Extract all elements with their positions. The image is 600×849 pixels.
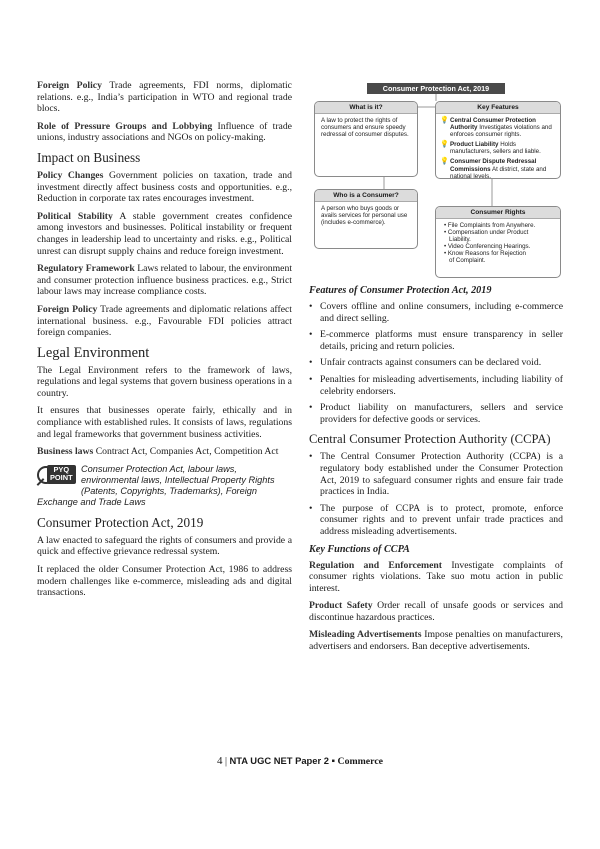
heading-ccpa: Central Consumer Protection Authority (CCPA)	[309, 432, 551, 447]
page-footer	[0, 755, 600, 767]
heading-features-cpa: Features of Consumer Protection Act, 2019	[309, 285, 492, 296]
paragraph-regulation-enforcement: Regulation and Enforcement Investigate complaints of consumer rights violations. Take suo motu action in public interest.	[309, 559, 563, 594]
list-item: • Penalties for misleading advertisements, including liability of celebrity endorsers.	[309, 374, 563, 397]
paragraph-policy-changes: Policy Changes Government policies on taxation, trade and investment directly affect business costs and opportunities. e.g., Reduction in corporate tax rates encourages investment.	[37, 169, 292, 205]
list-item: • Product liability on manufacturers, sellers and service providers for defective goods or services.	[309, 402, 563, 425]
consumer-protection-diagram	[312, 83, 562, 279]
paragraph-legal-definition: The Legal Environment refers to the framework of laws, regulations and legal systems that govern business operations in a country.	[37, 364, 292, 399]
paragraph-foreign-policy: Foreign Policy Trade agreements, FDI norms, diplomatic relations. e.g., India’s participation in WTO and regional trade blocs.	[37, 80, 292, 115]
list-item: • E-commerce platforms must ensure transparency in seller details, pricing and return policies.	[309, 329, 563, 352]
heading-legal-environment: Legal Environment	[37, 344, 150, 361]
consumer-right-item: • Video Conferencing Hearings.	[444, 243, 531, 251]
paragraph-business-laws: Business laws Contract Act, Companies Act, Competition Act	[37, 446, 279, 458]
pyq-point-text: Consumer Protection Act, labour laws, environmental laws, Intellectual Property Rights (Patents, Copyrights, Trademarks), Foreign Exchange and Trade Laws	[37, 463, 275, 507]
footer-bullet: ▪	[331, 756, 336, 767]
paragraph-political-stability: Political Stability A stable government creates confidence among investors and businesses. Political instability or frequent changes in leadership lead to uncertainty and risks. e.g., Political unrest can disrupt supply chains and reduce foreign investment.	[37, 210, 293, 257]
key-feature-item: 💡 Central Consumer Protection Authority Investigates violations and enforces consumer rights.	[440, 117, 552, 139]
consumer-right-item: • Know Reasons for Rejection	[444, 250, 526, 258]
right-column	[309, 285, 563, 659]
pyq-point-box	[37, 464, 292, 508]
key-feature-item: 💡 Product Liability Holds manufacturers, sellers and liable.	[440, 141, 541, 156]
paragraph-foreign-policy-2: Foreign Policy Trade agreements and diplomatic relations affect international business. e.g., Favourable FDI policies attract foreign companies.	[37, 303, 292, 339]
list-item: • Unfair contracts against consumers can be declared void.	[309, 357, 563, 369]
footer-subject: Commerce	[337, 756, 384, 767]
footer-series: NTA UGC NET Paper 2	[229, 755, 329, 766]
ccpa-list	[309, 451, 563, 537]
heading-key-functions: Key Functions of CCPA	[309, 543, 410, 555]
who-is-consumer-box: Who is a Consumer? A person who buys goods or avails services for personal use (includes e-commerce).	[314, 189, 418, 249]
lightbulb-icon: 💡	[440, 141, 449, 149]
features-list	[309, 301, 563, 425]
heading-impact-on-business: Impact on Business	[37, 149, 141, 165]
paragraph-legal-compliance: It ensures that businesses operate fairly, ethically and in compliance with established rules. It consists of laws, regulations and legal frameworks that government business activities.	[37, 405, 292, 440]
paragraph-cpa-definition: A law enacted to safeguard the rights of consumers and provide a quick and effective grievance redressal system.	[37, 534, 292, 558]
list-item: • Covers offline and online consumers, including e-commerce and direct selling.	[309, 301, 563, 324]
list-item: • The purpose of CCPA is to protect, promote, enforce consumer rights and to prevent unfair trade practices and address misleading advertisements.	[309, 503, 563, 538]
paragraph-pressure-groups: Role of Pressure Groups and Lobbying Influence of trade unions, industry associations and NGOs on policy-making.	[37, 120, 292, 144]
key-feature-item: 💡 Consumer Dispute Redressal Commissions At district, state and national levels.	[440, 158, 547, 180]
page-number: 4	[216, 755, 223, 767]
pyq-point-badge: PYQ POINT	[37, 464, 81, 486]
heading-consumer-protection-act: Consumer Protection Act, 2019	[37, 514, 204, 530]
paragraph-cpa-replaced: It replaced the older Consumer Protection Act, 1986 to address modern challenges like e-commerce, misleading ads and digital transactions.	[37, 564, 292, 599]
consumer-right-item: • File Complaints from Anywhere.	[444, 222, 536, 229]
paragraph-misleading-ads: Misleading Advertisements Impose penalties on manufacturers, advertisers and endorsers. Ban deceptive advertisements.	[309, 629, 563, 653]
consumer-right-item: • Compensation under Product	[444, 229, 529, 237]
lightbulb-icon: 💡	[440, 117, 449, 124]
key-features-box: Key Features 💡 Central Consumer Protection Authority Investigates violations and enforces consumer rights. 💡 Product Liability Holds manufacturers, sellers and liable. 💡 Consumer Dispute Redressal Commissions At district, state and national levels.	[435, 101, 561, 179]
paragraph-product-safety: Product Safety Order recall of unsafe goods or services and discontinue hazardous practices.	[309, 600, 564, 623]
paragraph-regulatory-framework: Regulatory Framework Laws related to labour, the environment and consumer protection influence business practices. e.g., Strict labour laws may increase compliance costs.	[37, 263, 293, 298]
diagram-title: Consumer Protection Act, 2019	[367, 83, 505, 94]
footer-separator: |	[224, 756, 227, 767]
left-column	[37, 80, 292, 605]
lightbulb-icon: 💡	[440, 158, 449, 166]
consumer-rights-box: Consumer Rights • File Complaints from Anywhere. • Compensation under Product Liability. • Video Conferencing Hearings. • Know Reasons for Rejection of Complaint.	[435, 206, 561, 278]
what-is-it-box: What is it? A law to protect the rights of consumers and ensure speedy redressal of consumer disputes.	[314, 101, 418, 177]
list-item: • The Central Consumer Protection Authority (CCPA) is a regulatory body established under the Consumer Protection Act, 2019 to safeguard consumer rights and ensure fair trade practices in India.	[309, 451, 563, 497]
